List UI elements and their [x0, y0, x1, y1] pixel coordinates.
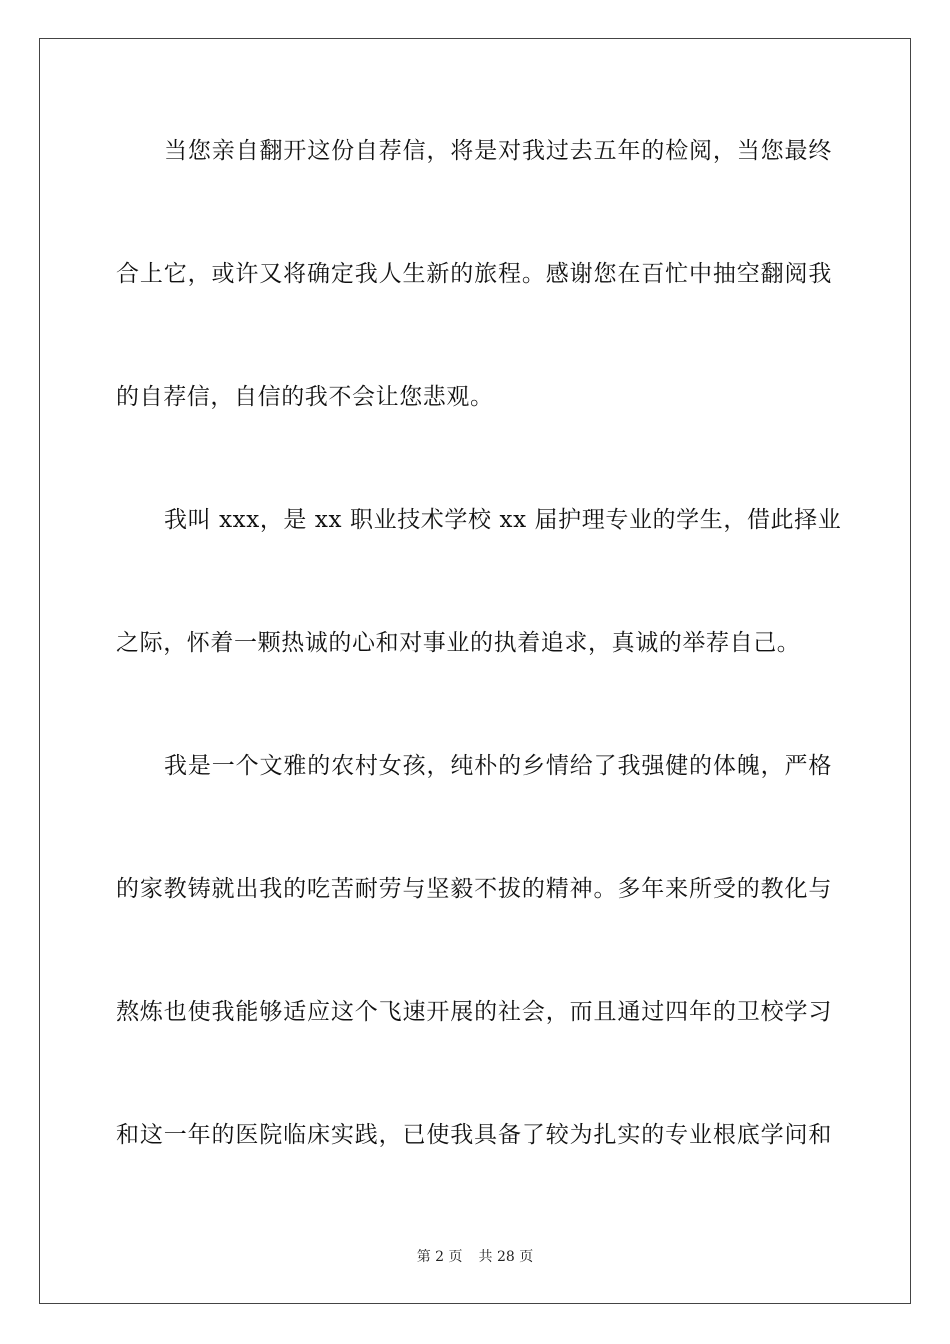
paragraph-3-line-3: 熬炼也使我能够适应这个飞速开展的社会，而且通过四年的卫校学习	[116, 999, 832, 1025]
paragraph-3-line-1: 我是一个文雅的农村女孩，纯朴的乡情给了我强健的体魄，严格	[164, 753, 832, 779]
page-frame	[39, 38, 911, 1304]
paragraph-3-line-2: 的家教铸就出我的吃苦耐劳与坚毅不拔的精神。多年来所受的教化与	[116, 876, 832, 902]
paragraph-1-line-2: 合上它，或许又将确定我人生新的旅程。感谢您在百忙中抽空翻阅我	[116, 261, 832, 287]
page-footer	[0, 1247, 950, 1267]
paragraph-1-line-1: 当您亲自翻开这份自荐信，将是对我过去五年的检阅，当您最终	[164, 138, 832, 164]
paragraph-3-line-4: 和这一年的医院临床实践，已使我具备了较为扎实的专业根底学问和	[116, 1122, 832, 1148]
page-number: 第 2 页	[416, 1249, 463, 1265]
paragraph-2-line-2: 之际，怀着一颗热诚的心和对事业的执着追求，真诚的举荐自己。	[116, 630, 801, 656]
paragraph-1-line-3: 的自荐信，自信的我不会让您悲观。	[116, 384, 494, 410]
page-total: 共 28 页	[478, 1249, 534, 1265]
paragraph-2-line-1: 我叫 xxx，是 xx 职业技术学校 xx 届护理专业的学生，借此择业	[164, 507, 842, 533]
